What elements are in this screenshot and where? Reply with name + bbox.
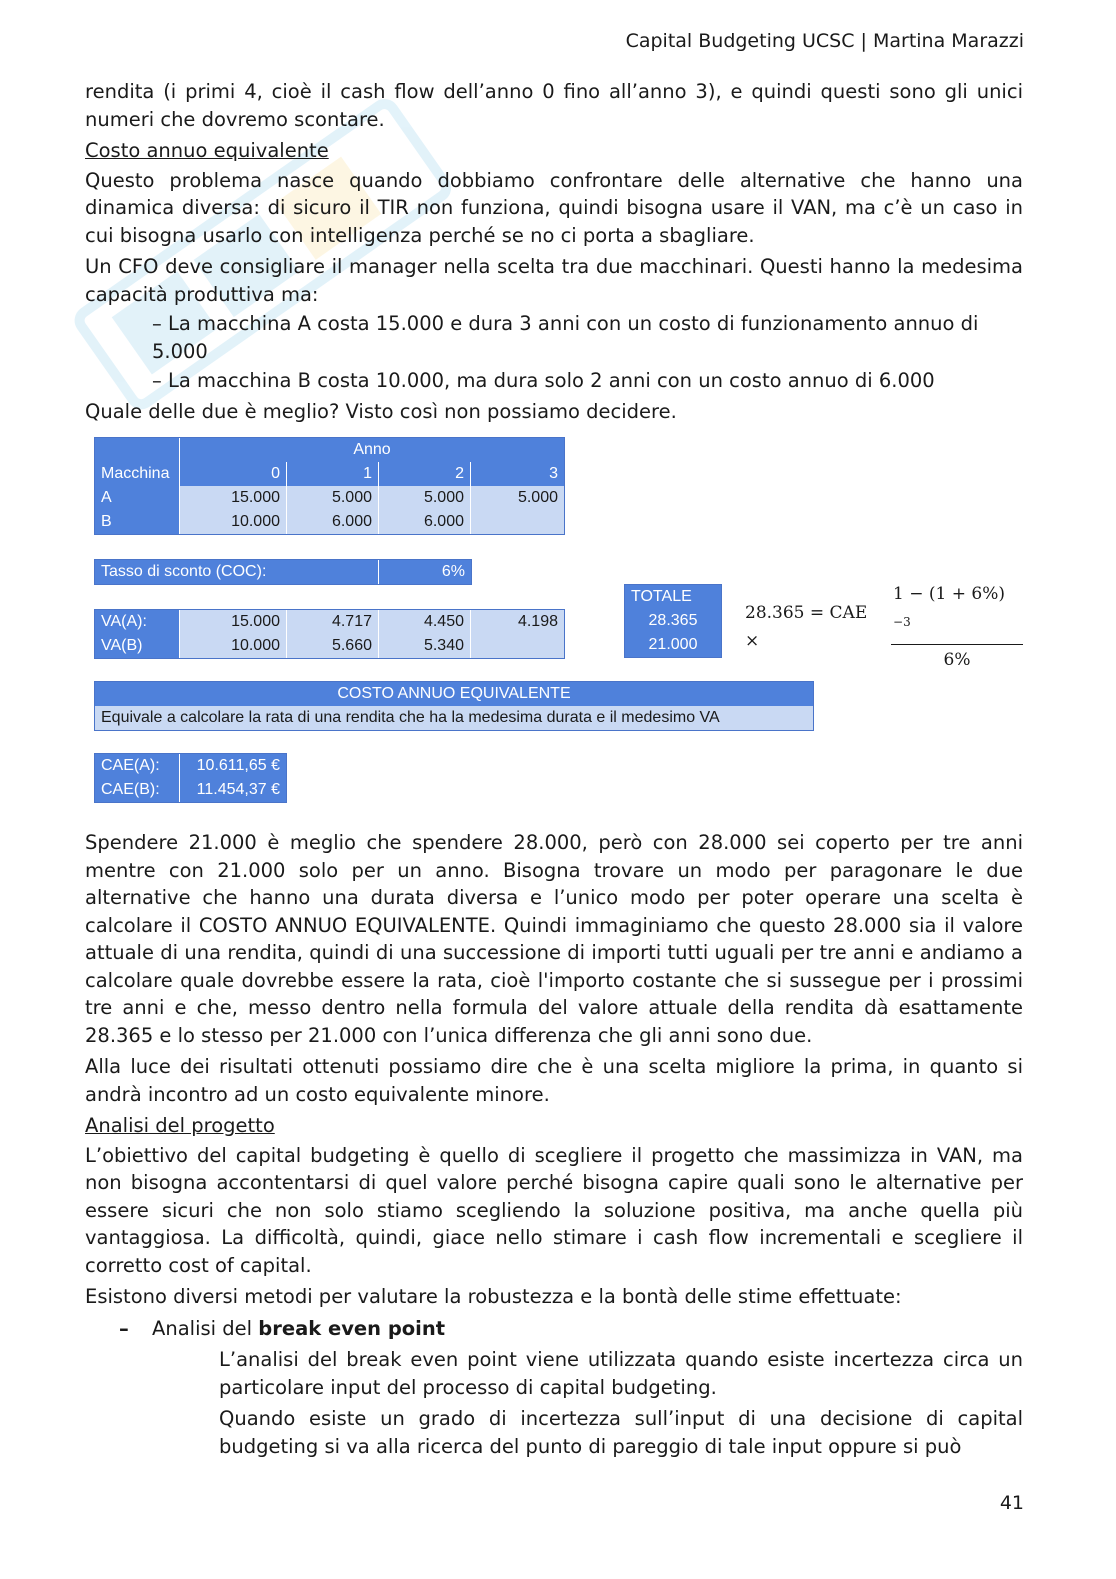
column-header: 2	[379, 462, 471, 486]
column-header: 1	[287, 462, 379, 486]
column-header: Macchina	[95, 462, 180, 486]
tables-area	[85, 429, 1023, 829]
table-cell: Tasso di sconto (COC):	[95, 560, 379, 584]
paragraph: Spendere 21.000 è meglio che spendere 28.000, però con 28.000 sei coperto per tre anni mentre con 21.000 solo per un anno. Bisogna trovare un modo per paragonare le due alternative che hanno una durata diversa e l’unico modo per poter operare una scelta è calcolare il COSTO ANNUO EQUIVALENTE. Quindi immaginiamo che questo 28.000 sia il valore attuale di una rendita, quindi di una successione di importi tutti uguali per tre anni e andiamo a calcolare quale dovrebbe essere la rata, cioè l'importo costante che si sussegue per i prossimi tre anni e che, messo dentro nella formula del valore attuale della rendita dà esattamente 28.365 e lo stesso per 21.000 con l’unica differenza che gli anni sono due.	[85, 831, 1023, 1047]
table-cell: 6.000	[287, 510, 379, 534]
bullet-text: Analisi del break even point	[152, 1316, 446, 1340]
table-cell: 5.000	[379, 486, 471, 510]
group-header: Anno	[353, 441, 391, 458]
page-number: 41	[999, 1492, 1024, 1514]
table-row	[95, 778, 286, 802]
table-cell: VA(A):	[95, 610, 180, 634]
anno-table	[94, 437, 565, 535]
table-cell	[471, 510, 564, 534]
table-cell: B	[95, 510, 180, 534]
paragraph: Alla luce dei risultati ottenuti possiamo dire che è una scelta migliore la prima, in quanto si andrà incontro ad un costo equivalente minore.	[85, 1055, 1023, 1106]
table-row	[625, 585, 721, 609]
page-body	[85, 78, 1023, 1464]
column-header: TOTALE	[631, 588, 692, 605]
table-cell: 5.000	[287, 486, 379, 510]
table-cell: A	[95, 486, 180, 510]
paragraph: rendita (i primi 4, cioè il cash flow dell’anno 0 fino all’anno 3), e quindi questi sono gli unici numeri che dovremo scontare.	[85, 80, 1023, 131]
cae-formula	[745, 581, 1023, 674]
table-cell: 6.000	[379, 510, 471, 534]
table-cell: 21.000	[648, 636, 698, 653]
table-row	[95, 560, 471, 584]
table-row	[625, 609, 721, 633]
table-row	[95, 462, 564, 486]
table-cell: 5.340	[379, 634, 471, 658]
table-cell: Equivale a calcolare la rata di una rendita che ha la medesima durata e il medesimo VA	[101, 709, 720, 726]
paragraph: Questo problema nasce quando dobbiamo confrontare delle alternative che hanno una dinamica diversa: di sicuro il TIR non funziona, quindi bisogna usare il VAN, ma c’è un caso in cui bisogna usarlo con intelligenza perché se no ci porta a sbagliare.	[85, 168, 1023, 247]
table-row	[95, 682, 813, 706]
table-cell: 4.717	[287, 610, 379, 634]
paragraph: Quando esiste un grado di incertezza sull’input di una decisione di capital budgeting si va alla ricerca del punto di pareggio di tale input oppure si può	[219, 1407, 1023, 1458]
section-title: Costo annuo equivalente	[85, 139, 329, 162]
formula-exponent: −3	[893, 614, 911, 629]
paragraph: Esistono diversi metodi per valutare la robustezza e la bontà delle stime effettuate:	[85, 1285, 902, 1308]
formula-numerator: $1 - (1 + 6\%)^{-3}$	[891, 581, 1023, 645]
cae-results-table	[94, 753, 287, 803]
table-row	[625, 633, 721, 657]
present-value-table	[94, 609, 565, 659]
table-cell: 28.365	[648, 612, 698, 629]
list-item-b: – La macchina B costa 10.000, ma dura solo 2 anni con un costo annuo di 6.000	[152, 369, 935, 392]
table-cell: 15.000	[180, 610, 287, 634]
paragraph: L’obiettivo del capital budgeting è quello di scegliere il progetto che massimizza in VAN, ma non bisogna accontentarsi di quel valore perché bisogna capire quali sono le alternative per essere sicuri che non solo stiamo scegliendo la soluzione positiva, ma anche quella più vantaggiosa. La difficoltà, quindi, giace nello stimare i cash flow incrementali e scegliere il corretto cost of capital.	[85, 1143, 1023, 1277]
total-table	[624, 584, 722, 658]
bullet-bold: break even point	[258, 1316, 446, 1340]
table-row	[95, 610, 564, 634]
formula-denominator: 6%	[943, 649, 971, 670]
table-cell: 10.611,65 €	[196, 757, 280, 774]
table-row	[95, 438, 564, 462]
formula-fraction	[891, 581, 1023, 674]
bullet-dash: –	[119, 1316, 129, 1340]
table-cell: 15.000	[180, 486, 287, 510]
table-cell: CAE(B):	[95, 778, 180, 802]
list-item-a: – La macchina A costa 15.000 e dura 3 anni con un costo di funzionamento annuo di	[152, 312, 979, 335]
formula-lhs: 28.365 = CAE ×	[745, 603, 868, 651]
section-title: Analisi del progetto	[85, 1114, 275, 1137]
paragraph: L’analisi del break even point viene utilizzata quando esiste incertezza circa un particolare input del processo di capital budgeting.	[219, 1348, 1023, 1399]
bullet-item	[85, 1315, 1023, 1343]
table-cell	[471, 634, 564, 658]
table-row	[95, 634, 564, 658]
table-cell: CAE(A):	[95, 754, 180, 778]
table-cell: 4.450	[379, 610, 471, 634]
page-header: Capital Budgeting UCSC | Martina Marazzi	[625, 30, 1024, 52]
column-header: 3	[549, 465, 558, 482]
table-title: COSTO ANNUO EQUIVALENTE	[337, 685, 571, 702]
paragraph: Un CFO deve consigliare il manager nella scelta tra due macchinari. Questi hanno la medesima capacità produttiva ma:	[85, 255, 1023, 306]
table-cell: 10.000	[180, 510, 287, 534]
table-cell: 4.198	[471, 610, 564, 634]
cae-info-table	[94, 681, 814, 731]
table-row	[95, 486, 564, 510]
table-cell: 10.000	[180, 634, 287, 658]
table-row	[95, 706, 813, 730]
list-item-a-cont: 5.000	[152, 339, 208, 363]
table-row	[95, 754, 286, 778]
column-header: 0	[180, 462, 287, 486]
table-cell: 11.454,37 €	[196, 781, 280, 798]
discount-rate-table	[94, 559, 472, 585]
table-cell: 5.660	[287, 634, 379, 658]
table-row	[95, 510, 564, 534]
table-cell: 6%	[441, 563, 465, 580]
paragraph: Quale delle due è meglio? Visto così non possiamo decidere.	[85, 399, 677, 423]
table-cell: VA(B)	[95, 634, 180, 658]
table-cell: 5.000	[471, 486, 564, 510]
